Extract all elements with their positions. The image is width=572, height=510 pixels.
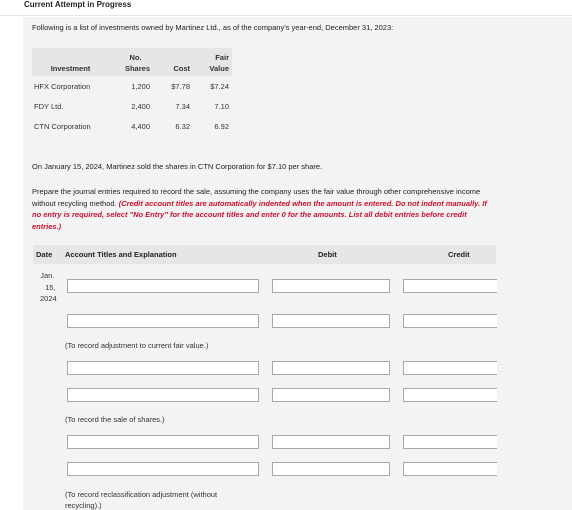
journal-col-account: Account Titles and Explanation — [65, 250, 177, 259]
cell-investment: CTN Corporation — [34, 121, 91, 131]
col-fv-line2: Value — [209, 64, 229, 73]
account-title-input[interactable] — [67, 279, 259, 293]
account-title-input[interactable] — [67, 388, 259, 402]
cell-cost: 7.34 — [175, 101, 190, 111]
date-month: Jan. — [40, 271, 55, 280]
cell-shares: 1,200 — [131, 81, 150, 91]
entry-note-reclassification — [65, 489, 217, 510]
credit-amount-input[interactable] — [403, 279, 497, 293]
cell-shares: 2,400 — [131, 101, 150, 111]
cell-cost: 6.32 — [175, 121, 190, 131]
entry-note-adjustment: (To record adjustment to current fair value.) — [65, 341, 209, 350]
journal-col-credit: Credit — [448, 250, 470, 259]
date-day: 15, — [45, 282, 56, 292]
col-shares-line2: Shares — [124, 64, 150, 73]
col-fv-line1: Fair — [215, 53, 229, 62]
journal-col-date: Date — [36, 250, 53, 259]
credit-amount-input[interactable] — [403, 435, 497, 449]
intro-text: Following is a list of investments owned by Martinez Ltd., as of the company's year-end, December 31, 2023: — [32, 23, 394, 32]
cell-investment: FDY Ltd. — [34, 101, 64, 111]
account-title-input[interactable] — [67, 361, 259, 375]
instructions-text: Prepare the journal entries required to record the sale, assuming the company uses the fair value through other comprehensive income without recycling method. — [32, 187, 481, 208]
debit-amount-input[interactable] — [272, 435, 390, 449]
investments-header-row — [32, 48, 232, 76]
instructions — [32, 186, 492, 232]
col-investment: Investment — [32, 48, 107, 76]
account-title-input[interactable] — [67, 435, 259, 449]
credit-amount-input[interactable] — [403, 314, 497, 328]
reclass-note-line2: recycling).) — [65, 501, 102, 510]
attempt-banner — [0, 0, 572, 16]
cell-cost: $7.78 — [171, 81, 190, 91]
col-shares — [107, 48, 152, 76]
entry-date — [38, 270, 57, 305]
col-shares-line1: No. — [129, 53, 142, 62]
cell-fair-value: 6.92 — [214, 121, 229, 131]
debit-amount-input[interactable] — [272, 314, 390, 328]
journal-col-debit: Debit — [318, 250, 337, 259]
cell-fair-value: $7.24 — [210, 81, 229, 91]
cell-fair-value: 7.10 — [214, 101, 229, 111]
investments-table — [32, 48, 232, 136]
instructions-note: (Credit account titles are automatically indented when the amount is entered. Do not indent manually. If no entry is required, select "No Entry" for the account titles and enter 0 for the amounts. List all debit entries before credit entries.) — [32, 198, 487, 231]
credit-amount-input[interactable] — [403, 388, 497, 402]
credit-amount-input[interactable] — [403, 462, 497, 476]
reclass-note-line1: (To record reclassification adjustment (without — [65, 490, 218, 499]
account-title-input[interactable] — [67, 314, 259, 328]
entry-note-sale: (To record the sale of shares.) — [65, 415, 165, 424]
debit-amount-input[interactable] — [272, 462, 390, 476]
cell-investment: HFX Corporation — [34, 81, 91, 91]
cell-shares: 4,400 — [131, 121, 150, 131]
col-fair-value — [192, 48, 232, 76]
debit-amount-input[interactable] — [272, 388, 390, 402]
attempt-status-title: Current Attempt in Progress — [24, 0, 132, 9]
account-title-input[interactable] — [67, 462, 259, 476]
credit-amount-input[interactable] — [403, 361, 497, 375]
date-year: 2024 — [40, 294, 57, 303]
table-row — [32, 96, 232, 116]
col-cost: Cost — [152, 48, 192, 76]
debit-amount-input[interactable] — [272, 279, 390, 293]
debit-amount-input[interactable] — [272, 361, 390, 375]
table-row — [32, 76, 232, 96]
table-row — [32, 116, 232, 136]
journal-header — [33, 245, 496, 264]
sale-text: On January 15, 2024, Martinez sold the shares in CTN Corporation for $7.10 per share. — [32, 162, 323, 171]
